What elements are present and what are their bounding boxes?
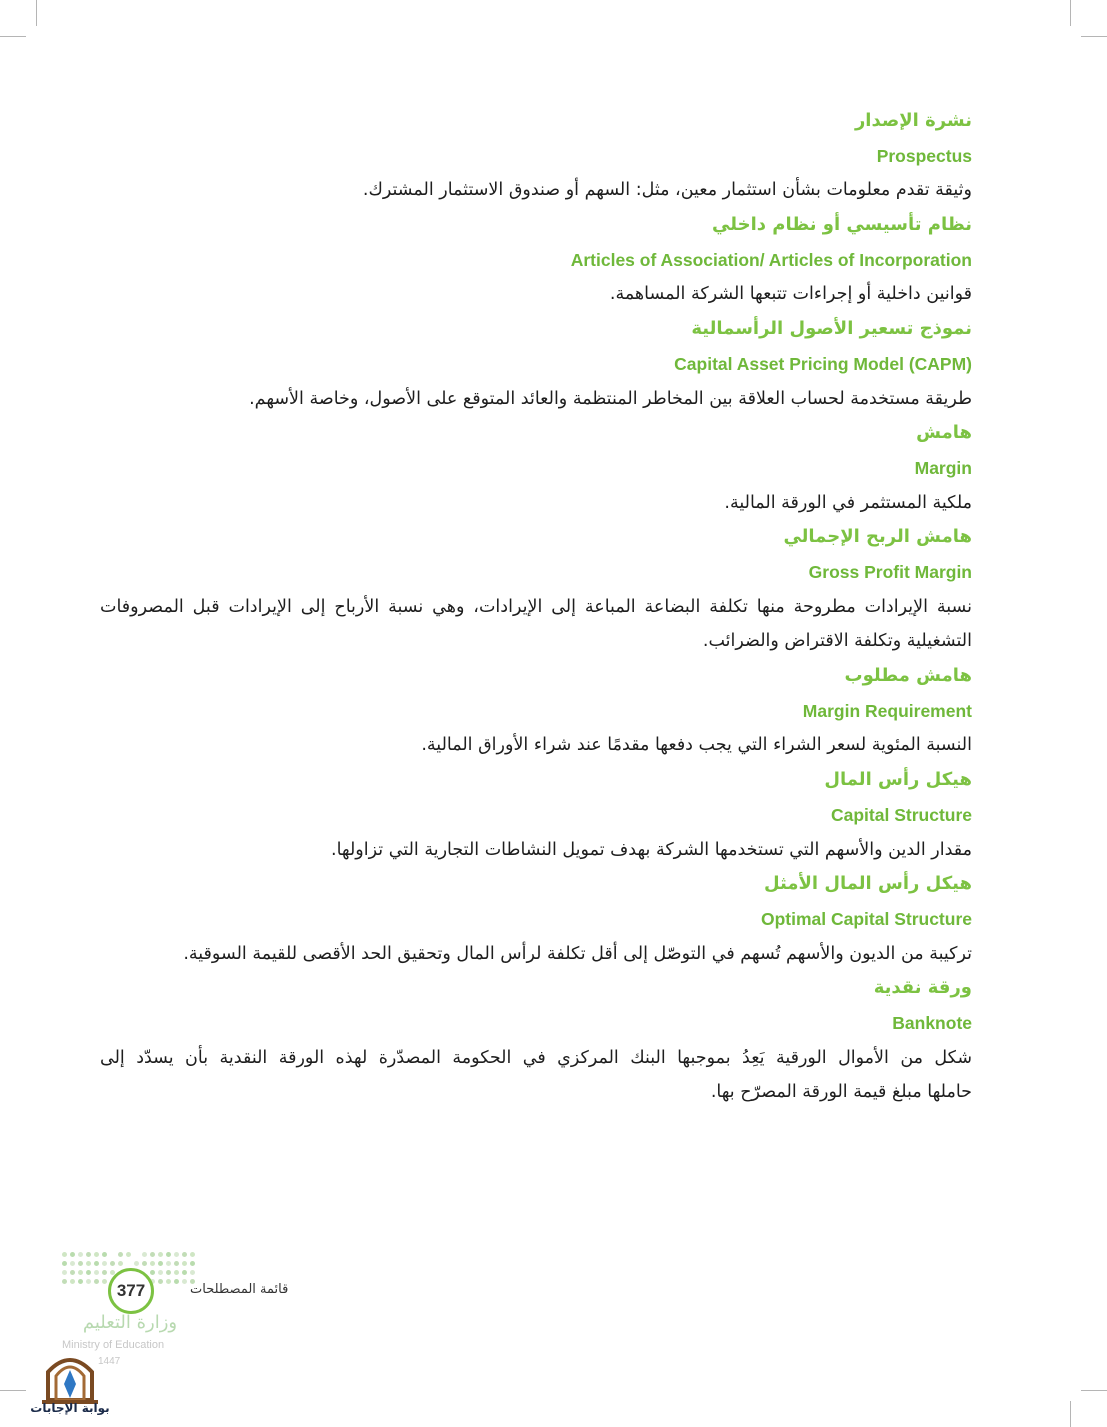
logo-dot: [102, 1270, 107, 1275]
logo-dot: [166, 1252, 171, 1257]
logo-dot: [70, 1270, 75, 1275]
term-arabic: هيكل رأس المال: [824, 769, 972, 791]
term-arabic: هامش الربح الإجمالي: [783, 526, 972, 548]
logo-dot: [166, 1261, 171, 1266]
term-definition: شكل من الأموال الورقية يَعِدُ بموجبها البنك المركزي في الحكومة المصدّرة لهذه الورقة النقدية بأن يسدّد إلى: [100, 1047, 972, 1068]
logo-dot: [118, 1261, 123, 1266]
logo-dot: [62, 1279, 67, 1284]
term-arabic: نظام تأسيسي أو نظام داخلي: [712, 214, 972, 236]
page-number: 377: [108, 1268, 154, 1314]
logo-dot: [78, 1270, 83, 1275]
logo-dot: [78, 1252, 83, 1257]
logo-dot: [94, 1279, 99, 1284]
term-english: Articles of Association/ Articles of Incorporation: [570, 249, 972, 270]
logo-dot: [174, 1261, 179, 1266]
logo-dot: [142, 1252, 147, 1257]
crop-mark: [0, 36, 26, 37]
term-english: Prospectus: [876, 145, 972, 166]
logo-dot: [94, 1261, 99, 1266]
term-english: Capital Asset Pricing Model (CAPM): [674, 353, 972, 374]
ministry-name-ar: وزارة التعليم: [82, 1312, 178, 1333]
logo-dot: [126, 1252, 131, 1257]
logo-dot: [70, 1252, 75, 1257]
logo-dot: [134, 1261, 139, 1266]
logo-dot: [62, 1270, 67, 1275]
term-english: Margin: [914, 457, 972, 478]
term-definition: مقدار الدين والأسهم التي تستخدمها الشركة بهدف تمويل النشاطات التجارية التي تزاولها.: [331, 839, 972, 860]
logo-dot: [70, 1261, 75, 1266]
crop-mark: [1070, 0, 1071, 26]
logo-dot: [86, 1252, 91, 1257]
logo-dot: [86, 1270, 91, 1275]
logo-dot: [94, 1252, 99, 1257]
term-arabic: ورقة نقدية: [873, 977, 972, 999]
logo-dot: [142, 1261, 147, 1266]
term-definition: وثيقة تقدم معلومات بشأن استثمار معين، مثل: السهم أو صندوق الاستثمار المشترك.: [362, 180, 972, 201]
logo-dot: [102, 1261, 107, 1266]
logo-dot: [78, 1279, 83, 1284]
crop-mark: [1081, 1390, 1107, 1391]
term-arabic: نموذج تسعير الأصول الرأسمالية: [691, 318, 972, 340]
logo-dot: [190, 1252, 195, 1257]
term-definition: التشغيلية وتكلفة الاقتراض والضرائب.: [702, 631, 972, 652]
logo-dot: [102, 1279, 107, 1284]
logo-dot: [158, 1252, 163, 1257]
term-definition: طريقة مستخدمة لحساب العلاقة بين المخاطر المنتظمة والعائد المتوقع على الأصول، وخاصة الأسهم.: [249, 388, 972, 409]
term-english: Banknote: [892, 1013, 972, 1034]
term-english: Capital Structure: [831, 804, 972, 825]
crop-mark: [1070, 1401, 1071, 1427]
logo-dot: [182, 1261, 187, 1266]
logo-dot: [70, 1279, 75, 1284]
logo-dot: [150, 1261, 155, 1266]
term-arabic: نشرة الإصدار: [854, 110, 972, 131]
logo-dot: [110, 1261, 115, 1266]
logo-dot: [86, 1279, 91, 1284]
logo-dot: [62, 1252, 67, 1257]
term-definition: تركيبة من الديون والأسهم تُسهم في التوصّل إلى أقل تكلفة لرأس المال وتحقيق الحد الأقصى للقيمة السوقية.: [183, 943, 972, 964]
logo-dot: [190, 1261, 195, 1266]
term-definition: قوانين داخلية أو إجراءات تتبعها الشركة المساهمة.: [609, 284, 972, 305]
page-footer: [108, 1268, 318, 1316]
logo-dot: [94, 1270, 99, 1275]
term-arabic: هيكل رأس المال الأمثل: [763, 873, 972, 895]
term-definition: ملكية المستثمر في الورقة المالية.: [724, 492, 972, 513]
crop-mark: [1081, 36, 1107, 37]
logo-dot: [86, 1261, 91, 1266]
logo-dot: [158, 1261, 163, 1266]
term-definition: نسبة الإيرادات مطروحة منها تكلفة البضاعة المباعة إلى الإيرادات، وهي نسبة الأرباح إلى الإيرادات قبل المصروفات: [100, 596, 972, 617]
term-arabic: هامش مطلوب: [844, 665, 972, 687]
logo-dot: [62, 1261, 67, 1266]
logo-dot: [102, 1252, 107, 1257]
term-english: Optimal Capital Structure: [760, 908, 972, 929]
ministry-name-en: Ministry of Education: [62, 1339, 165, 1351]
section-label: قائمة المصطلحات: [190, 1282, 289, 1297]
logo-dot: [174, 1252, 179, 1257]
logo-dot: [118, 1252, 123, 1257]
term-definition: حاملها مبلغ قيمة الورقة المصرّح بها.: [710, 1082, 972, 1103]
portal-name: بوابة الإجابات: [30, 1401, 110, 1415]
term-definition: النسبة المئوية لسعر الشراء التي يجب دفعها مقدمًا عند شراء الأوراق المالية.: [421, 735, 972, 756]
glossary-list: [100, 104, 972, 1110]
logo-dot: [182, 1252, 187, 1257]
logo-dot: [78, 1261, 83, 1266]
crop-mark: [0, 1390, 26, 1391]
term-english: Margin Requirement: [802, 700, 972, 721]
crop-mark: [36, 0, 37, 26]
logo-dot: [150, 1252, 155, 1257]
ministry-year: 1447: [98, 1356, 121, 1367]
term-english: Gross Profit Margin: [808, 562, 972, 582]
term-arabic: هامش: [916, 422, 972, 444]
